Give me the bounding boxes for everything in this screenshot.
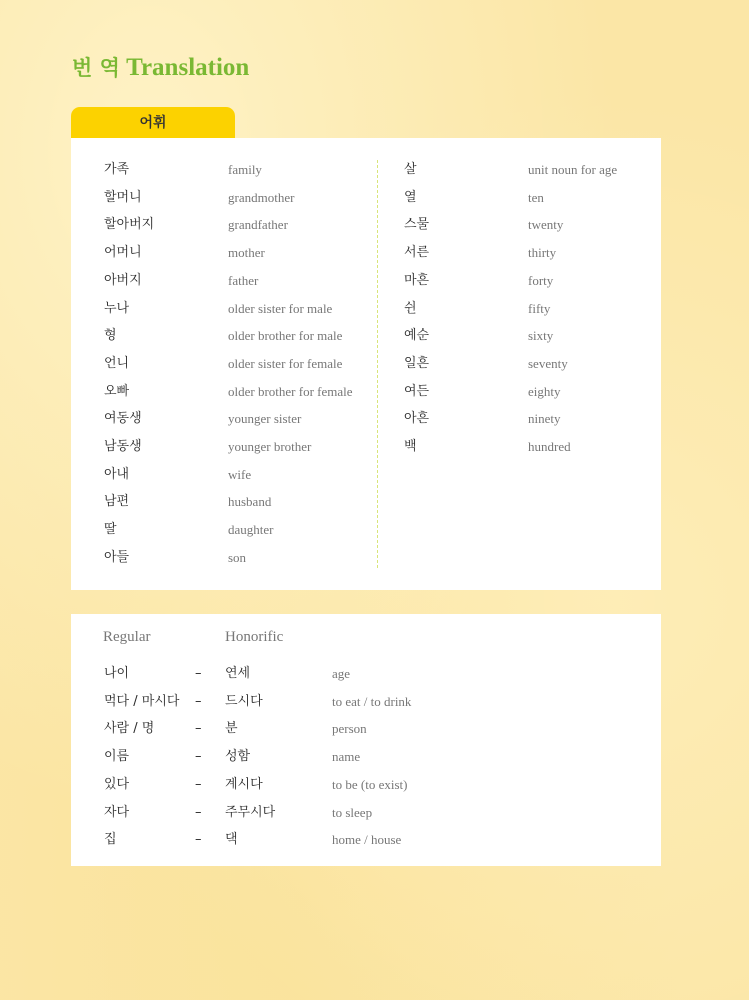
vocab-english: mother — [228, 245, 265, 261]
vocab-row — [71, 326, 661, 346]
vocab-english: wife — [228, 466, 252, 482]
vocab-english: daughter — [228, 522, 274, 538]
vocabulary-tab: 어휘 — [71, 107, 235, 139]
vocab-english: older brother for male — [228, 328, 343, 344]
vocab-english: younger brother — [228, 439, 312, 454]
vocab-english: twenty — [528, 217, 564, 233]
vocab-english: ten — [528, 189, 544, 205]
vocab-row — [71, 520, 371, 540]
vocab-korean: 딸 — [104, 522, 117, 538]
vocab-english: thirty — [528, 245, 557, 261]
dash-separator: – — [195, 776, 202, 792]
vocab-english: grandmother — [228, 189, 295, 205]
honorific-meaning: to sleep — [332, 804, 373, 820]
vocab-row — [71, 160, 661, 180]
honorific-form: 계시다 — [225, 776, 263, 792]
honorific-row — [71, 664, 661, 684]
vocab-row — [71, 492, 371, 512]
vocab-english: grandfather — [228, 217, 288, 233]
vocab-korean: 서른 — [404, 245, 430, 261]
vocab-korean: 아흔 — [404, 411, 430, 427]
vocab-korean: 형 — [104, 328, 117, 344]
honorific-row — [71, 830, 661, 850]
page-title-korean: 번 역 — [72, 56, 120, 80]
vocab-row — [71, 271, 661, 291]
vocab-korean: 여든 — [404, 383, 430, 399]
honorific-meaning: name — [332, 749, 361, 765]
vocab-korean: 백 — [404, 439, 417, 454]
honorific-form: 연세 — [225, 666, 251, 681]
honorific-row — [71, 692, 661, 712]
vocab-english: son — [228, 549, 247, 565]
vocab-row — [71, 354, 661, 374]
honorific-row — [71, 803, 661, 823]
vocab-row — [71, 382, 661, 402]
vocab-korean: 가족 — [104, 162, 130, 177]
honorific-form: 성함 — [225, 749, 251, 765]
vocab-korean: 예순 — [404, 328, 430, 344]
regular-form: 이름 — [104, 749, 130, 765]
dash-separator: – — [195, 804, 202, 820]
dash-separator: – — [195, 749, 202, 765]
honorific-meaning: to be (to exist) — [332, 776, 408, 792]
vocab-english: older sister for male — [228, 300, 333, 316]
vocab-row — [71, 188, 661, 208]
vocab-english: eighty — [528, 383, 561, 399]
vocab-english: forty — [528, 272, 554, 288]
vocab-row — [71, 409, 661, 429]
vocab-korean: 열 — [404, 189, 417, 205]
regular-form: 집 — [104, 832, 117, 848]
vocab-korean: 마흔 — [404, 272, 430, 288]
vocab-english: seventy — [528, 355, 568, 371]
honorific-meaning: to eat / to drink — [332, 693, 412, 709]
vocab-row — [71, 548, 371, 568]
regular-form: 먹다 / 마시다 — [104, 693, 180, 709]
honorific-form: 주무시다 — [225, 804, 276, 820]
vocab-korean: 할머니 — [104, 189, 142, 205]
honorific-row — [71, 747, 661, 767]
page-title — [72, 52, 249, 82]
vocab-row — [71, 437, 661, 457]
honorific-row — [71, 719, 661, 739]
vocab-korean: 여동생 — [104, 411, 142, 427]
vocab-row — [71, 243, 661, 263]
vocab-korean: 누나 — [104, 300, 130, 316]
honorific-form: 드시다 — [225, 693, 263, 709]
vocab-korean: 할아버지 — [104, 217, 155, 233]
honorific-meaning: person — [332, 721, 367, 737]
honorific-row — [71, 775, 661, 795]
honorific-meaning: home / house — [332, 832, 402, 848]
vocab-english: family — [228, 162, 262, 177]
vocab-korean: 언니 — [104, 355, 130, 371]
vocab-english: older sister for female — [228, 355, 343, 371]
vocab-korean: 어머니 — [104, 245, 142, 261]
dash-separator: – — [195, 832, 202, 848]
honorific-panel — [71, 614, 661, 866]
vocab-english: younger sister — [228, 411, 302, 427]
vocab-english: father — [228, 272, 259, 288]
dash-separator: – — [195, 666, 202, 681]
vocab-korean: 살 — [404, 162, 417, 177]
vocab-row — [71, 299, 661, 319]
vocab-korean: 남편 — [104, 494, 130, 510]
vocab-korean: 오빠 — [104, 383, 130, 399]
vocab-korean: 일흔 — [404, 355, 430, 371]
page-title-english: Translation — [126, 54, 250, 81]
vocab-korean: 아들 — [104, 549, 130, 565]
vocab-row — [71, 215, 661, 235]
vocab-english: unit noun for age — [528, 162, 618, 177]
vocab-korean: 쉰 — [404, 300, 417, 316]
vocab-korean: 아버지 — [104, 272, 142, 288]
vocab-korean: 남동생 — [104, 439, 142, 454]
vocab-english: ninety — [528, 411, 561, 427]
regular-form: 나이 — [104, 666, 130, 681]
honorific-form: 분 — [225, 721, 238, 737]
vocab-english: husband — [228, 494, 272, 510]
honorific-form: 댁 — [225, 832, 238, 848]
regular-header: Regular — [103, 629, 151, 645]
vocab-korean: 스물 — [404, 217, 430, 233]
vocab-korean: 아내 — [104, 466, 130, 482]
regular-form: 사람 / 명 — [104, 721, 155, 737]
vocab-english: hundred — [528, 439, 571, 454]
dash-separator: – — [195, 721, 202, 737]
honorific-meaning: age — [332, 666, 351, 681]
honorific-header: Honorific — [225, 629, 284, 645]
vocab-english: fifty — [528, 300, 551, 316]
dash-separator: – — [195, 693, 202, 709]
regular-form: 있다 — [104, 776, 130, 792]
vocab-english: older brother for female — [228, 383, 353, 399]
vocabulary-panel — [71, 138, 661, 590]
regular-form: 자다 — [104, 804, 130, 820]
vocab-english: sixty — [528, 328, 554, 344]
vocab-row — [71, 465, 371, 485]
